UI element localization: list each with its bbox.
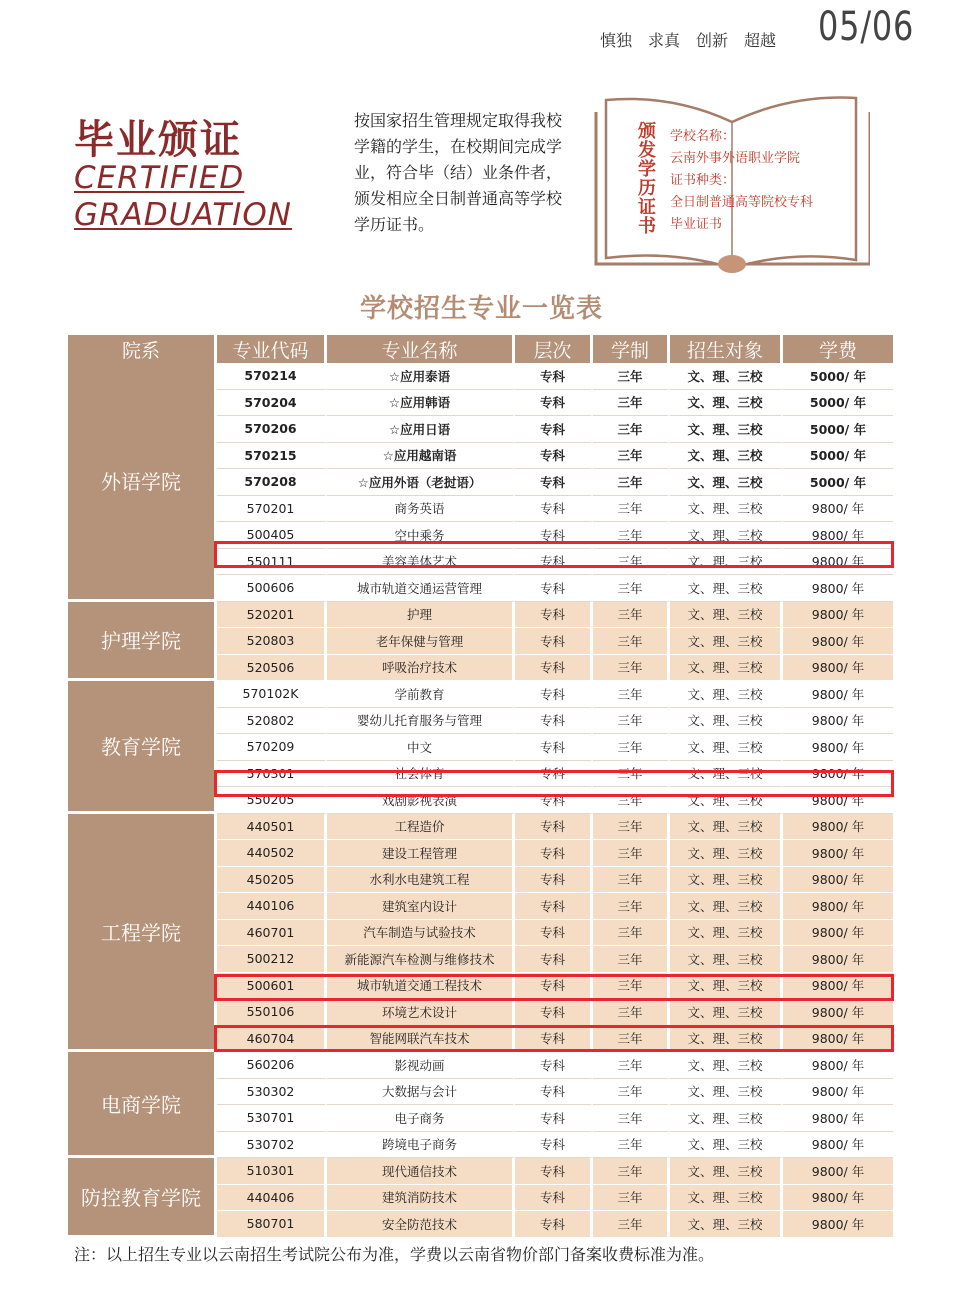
table-cell: 550111	[217, 549, 327, 576]
table-row	[68, 814, 893, 841]
table-cell: 戏剧影视表演	[327, 787, 515, 814]
table-cell: 文、理、三校	[670, 522, 783, 549]
table-cell: 呼吸治疗技术	[327, 655, 515, 682]
table-cell: 560206	[217, 1052, 327, 1079]
table-cell: 5000/ 年	[783, 469, 893, 496]
table-cell: 570215	[217, 443, 327, 470]
table-cell: 570301	[217, 761, 327, 788]
table-cell: 9800/ 年	[783, 973, 893, 1000]
table-cell: 9800/ 年	[783, 867, 893, 894]
table-cell: 学前教育	[327, 681, 515, 708]
table-cell: 9800/ 年	[783, 655, 893, 682]
table-cell: 专科	[515, 390, 593, 417]
table-cell: 9800/ 年	[783, 920, 893, 947]
table-cell: 文、理、三校	[670, 867, 783, 894]
table-cell: 专科	[515, 602, 593, 629]
table-cell: 城市轨道交通运营管理	[327, 575, 515, 602]
table-cell: 城市轨道交通工程技术	[327, 973, 515, 1000]
table-cell: 440406	[217, 1185, 327, 1212]
table-cell: 建筑室内设计	[327, 893, 515, 920]
table-cell: 440501	[217, 814, 327, 841]
vertical-char: 书	[638, 216, 656, 237]
table-cell: 文、理、三校	[670, 416, 783, 443]
vertical-char: 历	[638, 178, 656, 199]
table-cell: 婴幼儿托育服务与管理	[327, 708, 515, 735]
table-cell: 三年	[593, 1079, 670, 1106]
table-cell: 9800/ 年	[783, 522, 893, 549]
table-cell: 460701	[217, 920, 327, 947]
table-cell: 电子商务	[327, 1105, 515, 1132]
table-cell: 文、理、三校	[670, 946, 783, 973]
table-cell: 文、理、三校	[670, 893, 783, 920]
table-cell: 文、理、三校	[670, 1158, 783, 1185]
table-cell: 专科	[515, 867, 593, 894]
table-cell: 专科	[515, 575, 593, 602]
table-cell: 专科	[515, 946, 593, 973]
table-cell: 专科	[515, 1105, 593, 1132]
table-cell: 三年	[593, 443, 670, 470]
table-cell: 护理	[327, 602, 515, 629]
section-title: 毕业颁证	[74, 117, 242, 163]
table-cell: 9800/ 年	[783, 814, 893, 841]
table-cell: 三年	[593, 708, 670, 735]
school-label: 学校名称：	[670, 129, 736, 144]
department-cell: 电商学院	[68, 1052, 217, 1158]
table-cell: 文、理、三校	[670, 1185, 783, 1212]
table-cell: 9800/ 年	[783, 1079, 893, 1106]
table-cell: 520802	[217, 708, 327, 735]
table-cell: 三年	[593, 602, 670, 629]
table-cell: 9800/ 年	[783, 708, 893, 735]
section-title-en-line2: GRADUATION	[74, 197, 292, 233]
table-cell: 文、理、三校	[670, 575, 783, 602]
table-cell: 专科	[515, 1079, 593, 1106]
table-cell: 文、理、三校	[670, 602, 783, 629]
table-cell: 专科	[515, 1211, 593, 1238]
table-cell: 文、理、三校	[670, 655, 783, 682]
table-cell: 9800/ 年	[783, 496, 893, 523]
table-cell: 专科	[515, 549, 593, 576]
table-cell: 三年	[593, 814, 670, 841]
vertical-char: 学	[638, 159, 656, 180]
table-cell: 9800/ 年	[783, 1185, 893, 1212]
table-cell: 专科	[515, 496, 593, 523]
table-row	[68, 681, 893, 708]
table-cell: 三年	[593, 363, 670, 390]
table-cell: 专科	[515, 1158, 593, 1185]
table-cell: 文、理、三校	[670, 1079, 783, 1106]
table-cell: 三年	[593, 787, 670, 814]
table-cell: 汽车制造与试验技术	[327, 920, 515, 947]
table-cell: 9800/ 年	[783, 1105, 893, 1132]
table-cell: 社会体育	[327, 761, 515, 788]
table-cell: 9800/ 年	[783, 734, 893, 761]
column-header: 招生对象	[670, 335, 783, 363]
column-header: 院系	[68, 335, 217, 363]
table-cell: 专科	[515, 443, 593, 470]
table-cell: 500606	[217, 575, 327, 602]
table-cell: 专科	[515, 999, 593, 1026]
table-cell: 老年保健与管理	[327, 628, 515, 655]
column-header: 学制	[593, 335, 670, 363]
table-cell: 三年	[593, 469, 670, 496]
table-cell: ☆应用日语	[327, 416, 515, 443]
table-cell: 9800/ 年	[783, 1211, 893, 1238]
table-header-row	[68, 335, 893, 363]
department-cell: 工程学院	[68, 814, 217, 1053]
table-cell: 三年	[593, 681, 670, 708]
table-cell: 文、理、三校	[670, 734, 783, 761]
table-cell: 三年	[593, 893, 670, 920]
table-cell: 570102K	[217, 681, 327, 708]
table-cell: 520506	[217, 655, 327, 682]
table-cell: 450205	[217, 867, 327, 894]
table-cell: 9800/ 年	[783, 1052, 893, 1079]
motto	[600, 28, 776, 51]
table-cell: 文、理、三校	[670, 1132, 783, 1159]
table-cell: 专科	[515, 363, 593, 390]
motto-word: 超越	[744, 31, 777, 50]
table-cell: 三年	[593, 522, 670, 549]
table-cell: 550205	[217, 787, 327, 814]
table-cell: 文、理、三校	[670, 1026, 783, 1053]
table-cell: 影视动画	[327, 1052, 515, 1079]
table-cell: 580701	[217, 1211, 327, 1238]
table-cell: ☆应用外语（老挝语）	[327, 469, 515, 496]
table-cell: 570208	[217, 469, 327, 496]
table-cell: 三年	[593, 1105, 670, 1132]
table-title: 学校招生专业一览表	[359, 294, 603, 324]
table-cell: 5000/ 年	[783, 363, 893, 390]
majors-table	[68, 335, 893, 1238]
table-cell: 文、理、三校	[670, 973, 783, 1000]
table-cell: 专科	[515, 681, 593, 708]
table-cell: 建筑消防技术	[327, 1185, 515, 1212]
table-cell: 文、理、三校	[670, 1052, 783, 1079]
table-row	[68, 1052, 893, 1079]
table-cell: 三年	[593, 1185, 670, 1212]
motto-word: 求真	[648, 31, 681, 50]
table-cell: 570201	[217, 496, 327, 523]
department-cell: 护理学院	[68, 602, 217, 682]
table-cell: 三年	[593, 496, 670, 523]
table-cell: 大数据与会计	[327, 1079, 515, 1106]
table-cell: 专科	[515, 787, 593, 814]
table-cell: 530701	[217, 1105, 327, 1132]
table-cell: 9800/ 年	[783, 787, 893, 814]
table-cell: 专科	[515, 708, 593, 735]
table-cell: 三年	[593, 1211, 670, 1238]
table-cell: 500601	[217, 973, 327, 1000]
table-cell: 三年	[593, 1132, 670, 1159]
page-number: 05/06	[818, 4, 915, 50]
table-cell: 现代通信技术	[327, 1158, 515, 1185]
table-cell: 三年	[593, 840, 670, 867]
table-cell: 中文	[327, 734, 515, 761]
table-cell: 文、理、三校	[670, 920, 783, 947]
table-cell: 文、理、三校	[670, 1211, 783, 1238]
section-title-en-line1: CERTIFIED	[74, 160, 245, 196]
table-cell: 9800/ 年	[783, 681, 893, 708]
vertical-char: 证	[638, 197, 656, 218]
table-cell: 三年	[593, 946, 670, 973]
table-cell: 三年	[593, 655, 670, 682]
table-cell: 9800/ 年	[783, 999, 893, 1026]
table-cell: 跨境电子商务	[327, 1132, 515, 1159]
table-cell: 三年	[593, 973, 670, 1000]
table-cell: 美容美体艺术	[327, 549, 515, 576]
table-cell: 专科	[515, 920, 593, 947]
type-value-line2: 毕业证书	[670, 217, 723, 232]
table-cell: 三年	[593, 628, 670, 655]
table-cell: 文、理、三校	[670, 787, 783, 814]
table-cell: 三年	[593, 1158, 670, 1185]
vertical-char: 颁	[638, 121, 656, 142]
table-cell: 文、理、三校	[670, 999, 783, 1026]
table-cell: 工程造价	[327, 814, 515, 841]
table-cell: 文、理、三校	[670, 814, 783, 841]
table-cell: 9800/ 年	[783, 761, 893, 788]
table-cell: 专科	[515, 1026, 593, 1053]
table-cell: 专科	[515, 761, 593, 788]
table-cell: 460704	[217, 1026, 327, 1053]
column-header: 专业代码	[217, 335, 327, 363]
table-cell: 9800/ 年	[783, 575, 893, 602]
table-cell: 570214	[217, 363, 327, 390]
table-cell: 9800/ 年	[783, 946, 893, 973]
table-cell: 9800/ 年	[783, 602, 893, 629]
table-cell: 文、理、三校	[670, 840, 783, 867]
table-cell: 570204	[217, 390, 327, 417]
table-cell: 专科	[515, 522, 593, 549]
department-cell: 教育学院	[68, 681, 217, 814]
table-cell: 专科	[515, 416, 593, 443]
table-cell: 文、理、三校	[670, 708, 783, 735]
table-cell: 文、理、三校	[670, 443, 783, 470]
table-cell: ☆应用泰语	[327, 363, 515, 390]
school-value: 云南外事外语职业学院	[670, 151, 801, 166]
motto-word: 慎独	[600, 31, 633, 50]
column-header: 层次	[515, 335, 593, 363]
table-cell: 专科	[515, 814, 593, 841]
table-cell: 专科	[515, 469, 593, 496]
table-cell: 文、理、三校	[670, 681, 783, 708]
table-cell: 专科	[515, 734, 593, 761]
table-cell: 9800/ 年	[783, 549, 893, 576]
footnote: 注：以上招生专业以云南招生考试院公布为准，学费以云南省物价部门备案收费标准为准。	[74, 1245, 715, 1264]
table-cell: 专科	[515, 893, 593, 920]
certificate-vertical-title	[636, 122, 658, 236]
table-cell: 三年	[593, 575, 670, 602]
table-cell: 环境艺术设计	[327, 999, 515, 1026]
table-cell: 文、理、三校	[670, 363, 783, 390]
department-cell: 防控教育学院	[68, 1158, 217, 1238]
table-cell: ☆应用越南语	[327, 443, 515, 470]
table-cell: 文、理、三校	[670, 628, 783, 655]
table-cell: ☆应用韩语	[327, 390, 515, 417]
table-cell: 500212	[217, 946, 327, 973]
table-cell: 建设工程管理	[327, 840, 515, 867]
table-cell: 570206	[217, 416, 327, 443]
table-cell: 专科	[515, 840, 593, 867]
table-cell: 三年	[593, 761, 670, 788]
table-cell: 专科	[515, 1132, 593, 1159]
table-cell: 5000/ 年	[783, 416, 893, 443]
table-cell: 专科	[515, 1052, 593, 1079]
table-cell: 三年	[593, 1026, 670, 1053]
table-cell: 9800/ 年	[783, 628, 893, 655]
table-row	[68, 602, 893, 629]
motto-word: 创新	[696, 31, 729, 50]
type-value-line1: 全日制普通高等院校专科	[670, 195, 814, 210]
table-row	[68, 363, 893, 390]
table-cell: 文、理、三校	[670, 469, 783, 496]
table-cell: 文、理、三校	[670, 1105, 783, 1132]
intro-paragraph: 按国家招生管理规定取得我校学籍的学生，在校期间完成学业，符合毕（结）业条件者，颁发相应全日制普通高等学校学历证书。	[354, 111, 563, 234]
table-cell: 三年	[593, 416, 670, 443]
table-cell: 三年	[593, 734, 670, 761]
table-cell: 专科	[515, 655, 593, 682]
table-cell: 440106	[217, 893, 327, 920]
column-header: 学费	[783, 335, 893, 363]
table-cell: 9800/ 年	[783, 1026, 893, 1053]
table-cell: 文、理、三校	[670, 761, 783, 788]
table-cell: 专科	[515, 628, 593, 655]
table-cell: 专科	[515, 973, 593, 1000]
table-row	[68, 1158, 893, 1185]
table-cell: 智能网联汽车技术	[327, 1026, 515, 1053]
table-cell: 三年	[593, 390, 670, 417]
table-cell: 三年	[593, 999, 670, 1026]
type-label: 证书种类：	[670, 173, 736, 188]
vertical-char: 发	[638, 140, 656, 161]
table-cell: 5000/ 年	[783, 443, 893, 470]
table-cell: 530702	[217, 1132, 327, 1159]
table-cell: 550106	[217, 999, 327, 1026]
table-cell: 9800/ 年	[783, 893, 893, 920]
table-cell: 440502	[217, 840, 327, 867]
department-cell: 外语学院	[68, 363, 217, 602]
table-cell: 水利水电建筑工程	[327, 867, 515, 894]
table-cell: 文、理、三校	[670, 390, 783, 417]
table-cell: 530302	[217, 1079, 327, 1106]
table-cell: 空中乘务	[327, 522, 515, 549]
table-cell: 专科	[515, 1185, 593, 1212]
table-cell: 5000/ 年	[783, 390, 893, 417]
table-cell: 520803	[217, 628, 327, 655]
table-cell: 520201	[217, 602, 327, 629]
table-cell: 9800/ 年	[783, 1132, 893, 1159]
certificate-details	[670, 126, 813, 236]
table-cell: 510301	[217, 1158, 327, 1185]
table-cell: 文、理、三校	[670, 496, 783, 523]
table-cell: 文、理、三校	[670, 549, 783, 576]
table-cell: 商务英语	[327, 496, 515, 523]
table-cell: 三年	[593, 920, 670, 947]
majors-table-body	[68, 363, 893, 1238]
column-header: 专业名称	[327, 335, 515, 363]
table-cell: 新能源汽车检测与维修技术	[327, 946, 515, 973]
table-cell: 安全防范技术	[327, 1211, 515, 1238]
table-cell: 570209	[217, 734, 327, 761]
table-cell: 9800/ 年	[783, 840, 893, 867]
table-cell: 三年	[593, 549, 670, 576]
table-cell: 9800/ 年	[783, 1158, 893, 1185]
table-cell: 三年	[593, 867, 670, 894]
table-cell: 三年	[593, 1052, 670, 1079]
table-cell: 500405	[217, 522, 327, 549]
